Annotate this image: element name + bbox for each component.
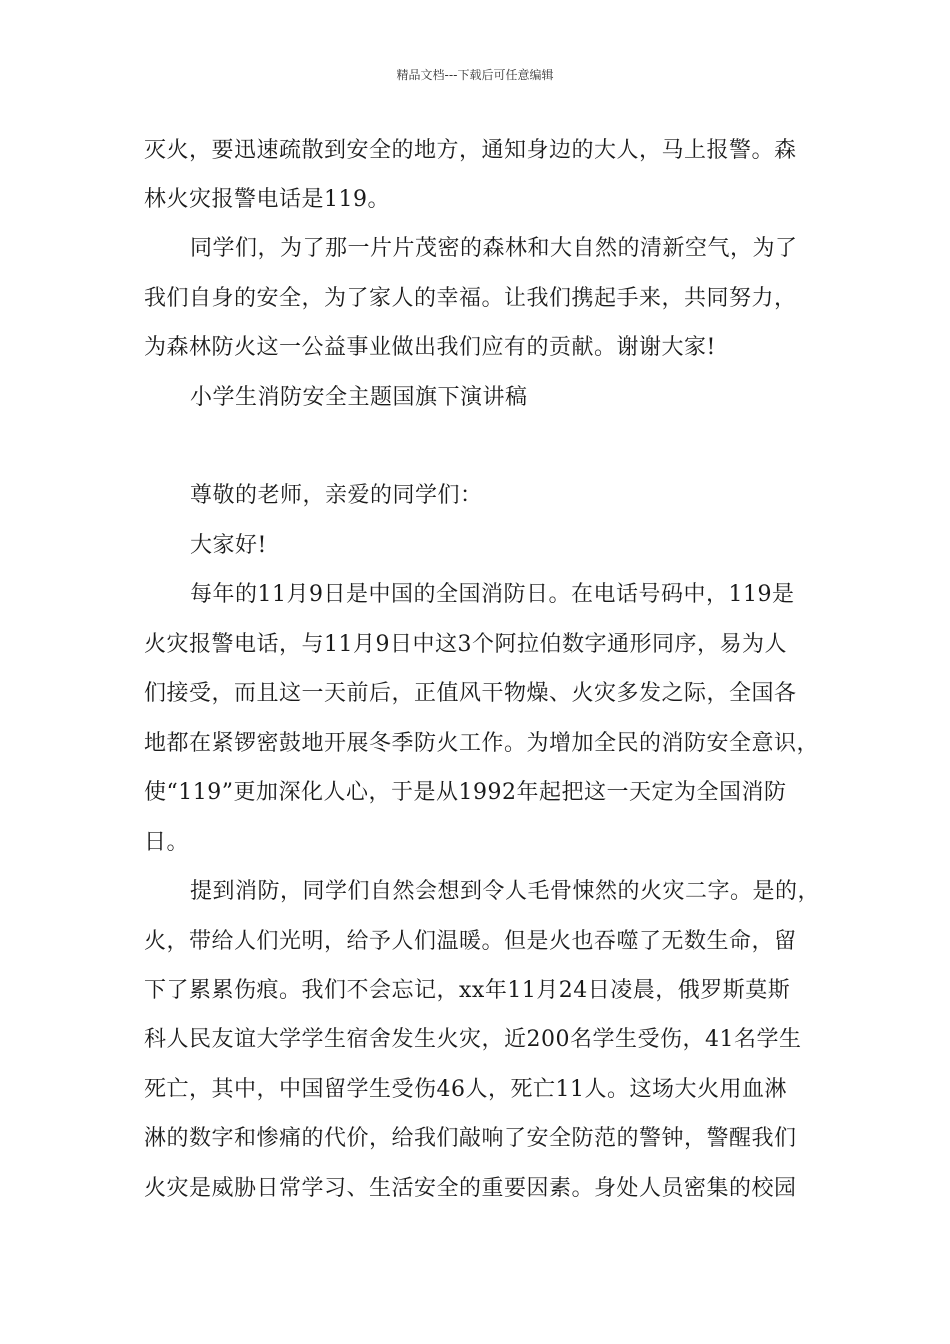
text-line: 淋的数字和惨痛的代价，给我们敲响了安全防范的警钟，警醒我们 [144, 1126, 797, 1151]
text-line: 火灾报警电话，与11月9日中这3个阿拉伯数字通形同序，易为人 [144, 632, 787, 657]
text-line: 尊敬的老师，亲爱的同学们： [190, 483, 483, 508]
section-title: 小学生消防安全主题国旗下演讲稿 [190, 385, 528, 410]
text-line: 林火灾报警电话是119。 [144, 187, 390, 212]
text-line: 同学们，为了那一片片茂密的森林和大自然的清新空气，为了 [190, 236, 798, 261]
text-line: 每年的11月9日是中国的全国消防日。在电话号码中，119是 [190, 582, 795, 607]
text-line: 灭火，要迅速疏散到安全的地方，通知身边的大人，马上报警。森 [144, 138, 797, 163]
text-line: 提到消防，同学们自然会想到令人毛骨悚然的火灾二字。是的， [190, 879, 821, 904]
text-line: 日。 [144, 830, 190, 855]
text-line: 火，带给人们光明，给予人们温暖。但是火也吞噬了无数生命，留 [144, 929, 797, 954]
text-line: 使“119”更加深化人心，于是从1992年起把这一天定为全国消防 [144, 780, 787, 805]
text-line: 科人民友谊大学学生宿舍发生火灾，近200名学生受伤，41名学生 [144, 1027, 802, 1052]
text-line: 火灾是威胁日常学习、生活安全的重要因素。身处人员密集的校园 [144, 1176, 797, 1201]
text-line: 死亡，其中，中国留学生受伤46人，死亡11人。这场大火用血淋 [144, 1077, 787, 1102]
text-line: 地都在紧锣密鼓地开展冬季防火工作。为增加全民的消防安全意识， [144, 731, 820, 756]
text-line: 们接受，而且这一天前后，正值风干物燥、火灾多发之际，全国各 [144, 681, 797, 706]
text-line: 大家好! [190, 533, 267, 558]
text-line: 为森林防火这一公益事业做出我们应有的贡献。谢谢大家! [144, 335, 716, 360]
page-header: 精品文档---下载后可任意编辑 [396, 68, 554, 82]
text-line: 下了累累伤痕。我们不会忘记，xx年11月24日凌晨，俄罗斯莫斯 [144, 978, 791, 1003]
text-line: 我们自身的安全，为了家人的幸福。让我们携起手来，共同努力， [144, 286, 797, 311]
